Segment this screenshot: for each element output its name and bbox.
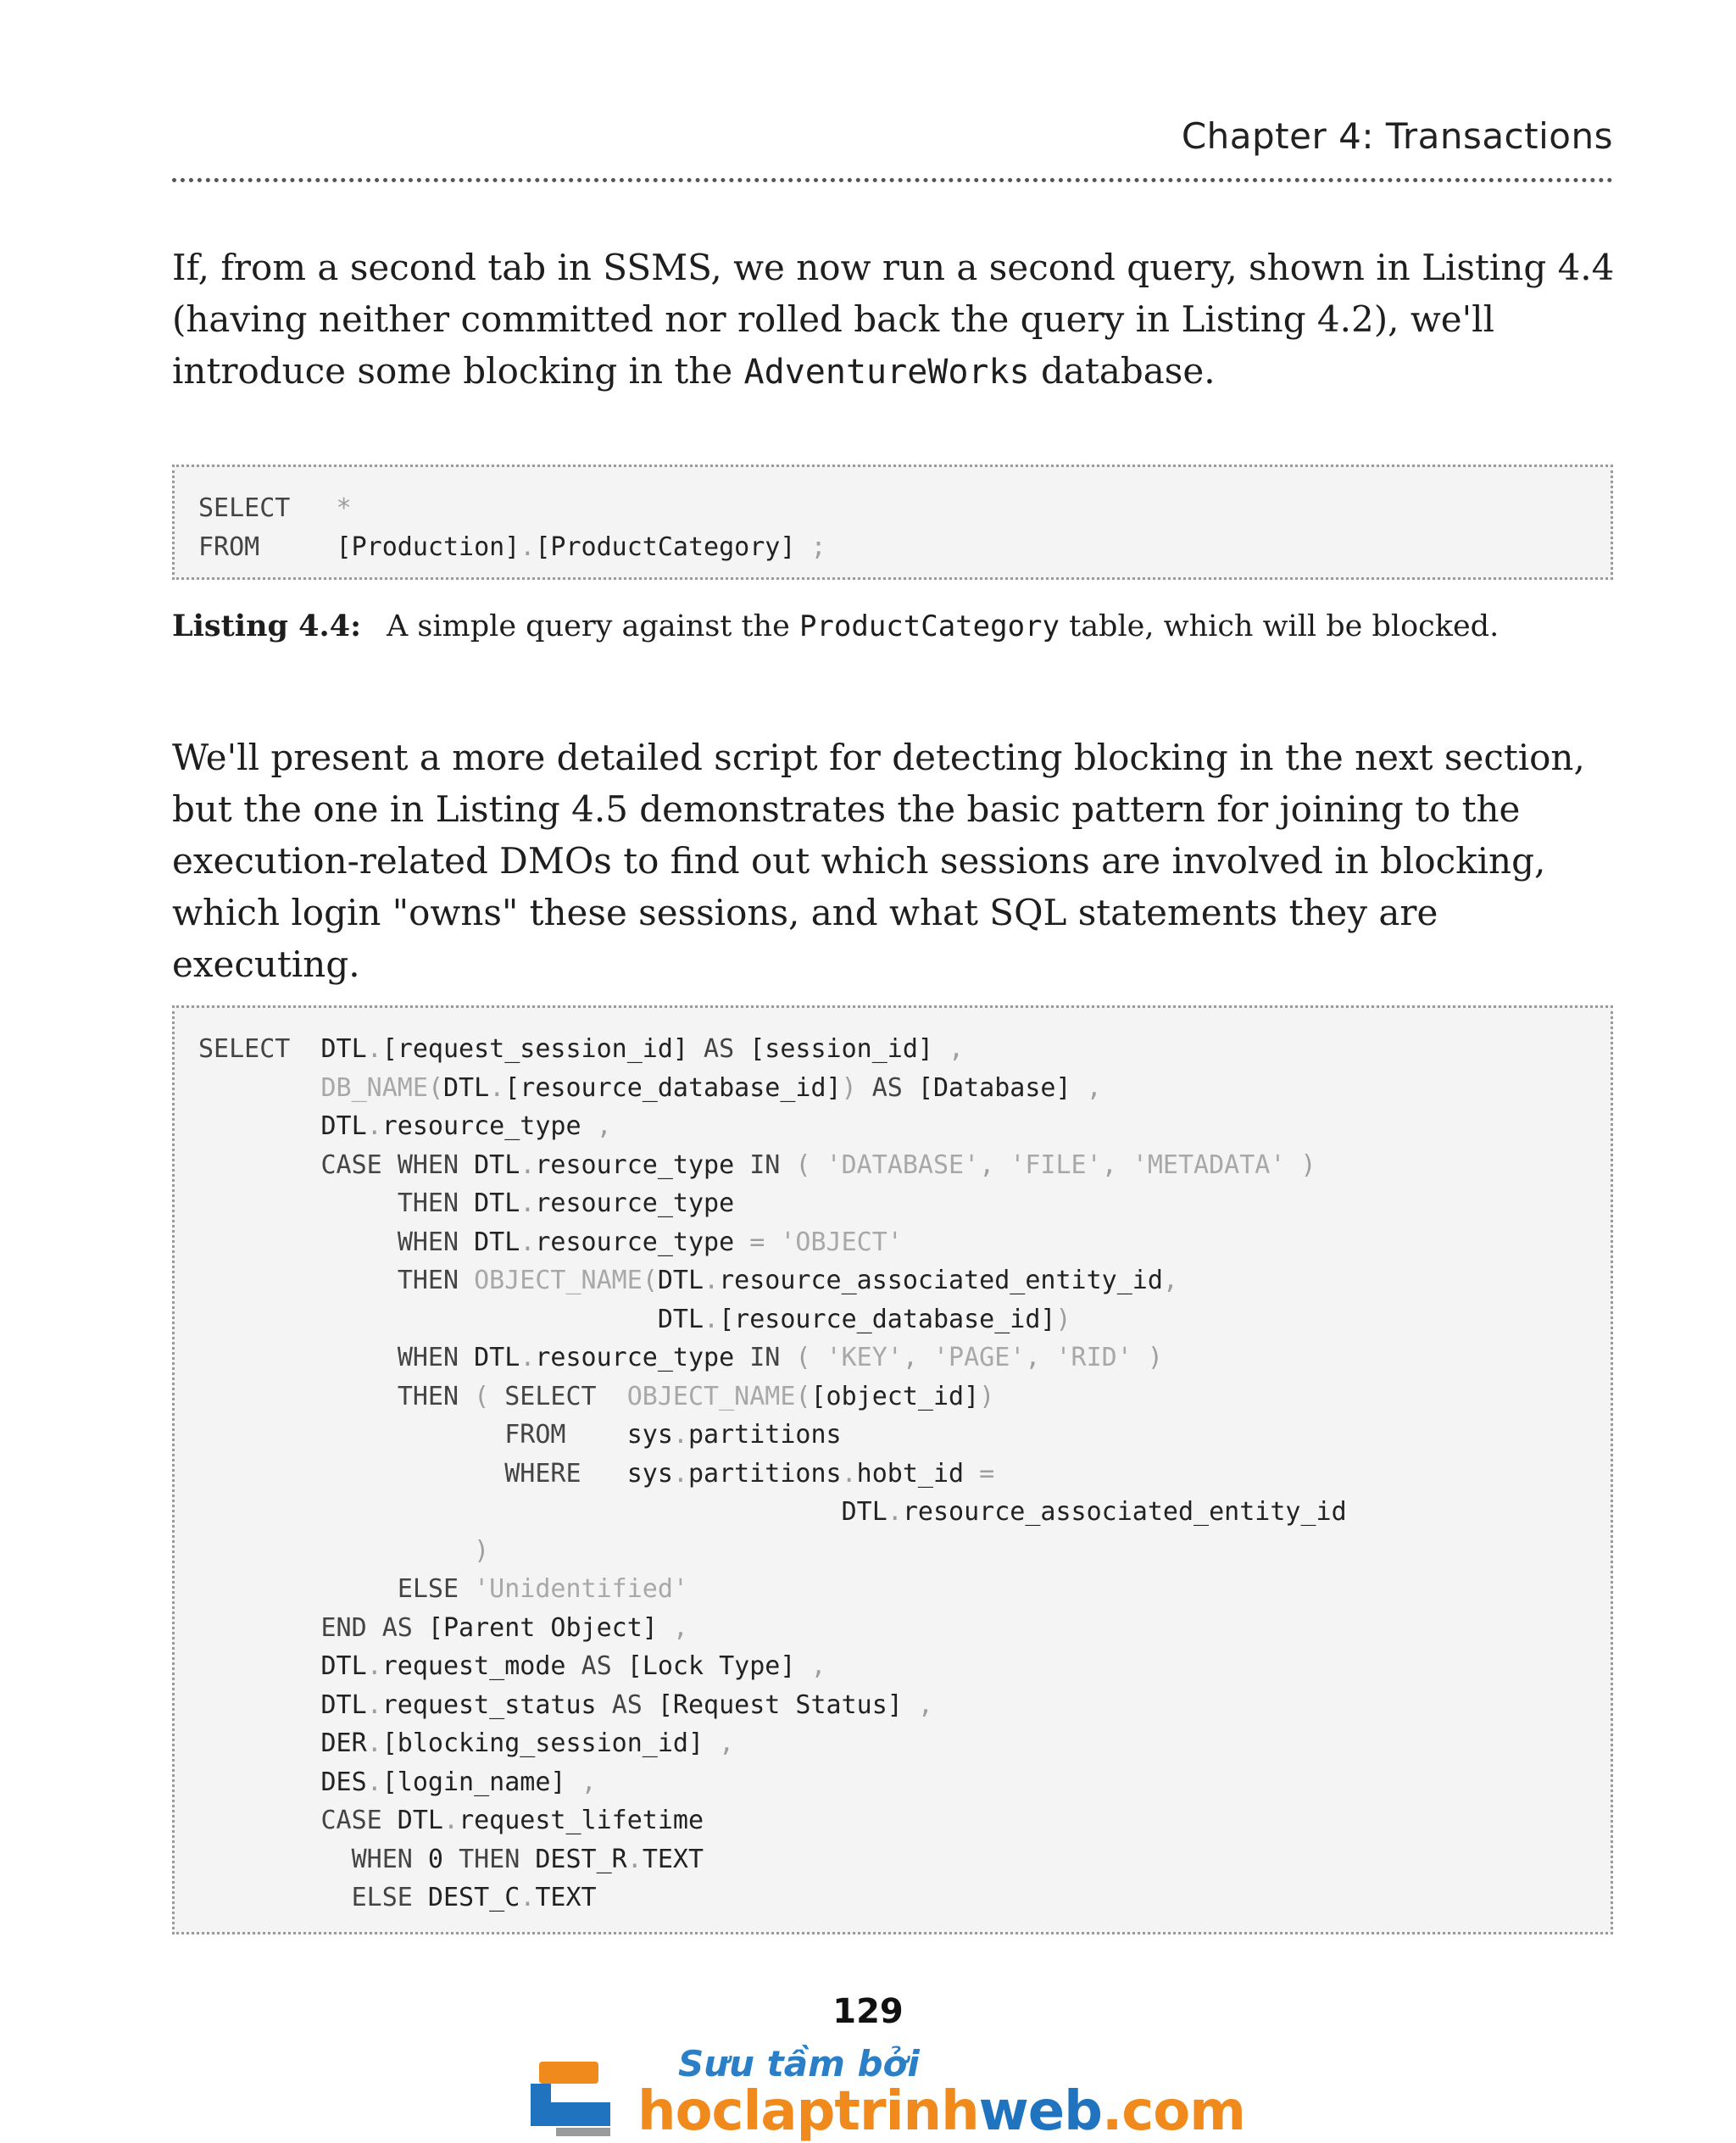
code-listing-4-4 xyxy=(172,465,1613,580)
code-line: DTL.request_status AS [Request Status] , xyxy=(198,1689,933,1720)
code-line: WHEN DTL.resource_type = 'OBJECT' xyxy=(397,1227,903,1257)
code-line: DTL.resource_associated_entity_id xyxy=(198,1497,1347,1527)
code-line: SELECT DTL.[request_session_id] AS [session_id] , xyxy=(198,1034,965,1064)
code-line: CASE WHEN DTL.resource_type IN ( 'DATABASE', 'FILE', 'METADATA' ) xyxy=(320,1149,1316,1180)
watermark-part: web xyxy=(978,2080,1102,2143)
code-line: CASE DTL.request_lifetime xyxy=(320,1806,704,1835)
code-line: ELSE DEST_C.TEXT xyxy=(351,1883,597,1912)
watermark-line2 xyxy=(637,2080,1245,2143)
code-line: DER.[blocking_session_id] , xyxy=(198,1728,735,1758)
code-line: THEN DTL.resource_type xyxy=(397,1188,735,1218)
code-line: DB_NAME(DTL.[resource_database_id]) AS [Database] , xyxy=(320,1072,1102,1103)
code-line: FROM sys.partitions xyxy=(504,1420,842,1450)
watermark-part: .com xyxy=(1101,2080,1245,2143)
watermark-part: hoclaptrinh xyxy=(637,2080,979,2143)
paragraph-text: If, from a second tab in SSMS, we now run a second query, shown in Listing 4.4 (having neither committed nor rolled back the query in Listing 4.2), we'll introduce some blocking in the xyxy=(172,247,1615,392)
inline-code: ProductCategory xyxy=(798,610,1060,643)
code-line: DES.[login_name] , xyxy=(198,1767,597,1797)
watermark xyxy=(526,2043,1245,2143)
paragraph-intro xyxy=(172,242,1622,398)
code-listing-4-5 xyxy=(172,1005,1613,1934)
code-block xyxy=(198,1030,1347,1918)
code-line: ELSE 'Unidentified' xyxy=(397,1574,688,1604)
code-line: THEN ( SELECT OBJECT_NAME([object_id]) xyxy=(397,1381,995,1411)
code-line: THEN OBJECT_NAME(DTL.resource_associated_entity_id, xyxy=(397,1266,1178,1295)
watermark-line1: Sưu tầm bởi xyxy=(678,2043,920,2085)
site-logo-icon xyxy=(531,2053,632,2138)
paragraph-text: database. xyxy=(1029,350,1216,392)
code-line: WHEN DTL.resource_type IN ( 'KEY', 'PAGE', 'RID' ) xyxy=(397,1343,1163,1372)
listing-caption xyxy=(172,609,1613,643)
caption-text: table, which will be blocked. xyxy=(1060,610,1500,643)
code-line: DTL.resource_type , xyxy=(198,1111,612,1141)
code-line: WHERE sys.partitions.hobt_id = xyxy=(504,1458,995,1489)
code-line: WHEN 0 THEN DEST_R.TEXT xyxy=(351,1844,704,1874)
page-number: 129 xyxy=(832,1992,904,2031)
code-line: DTL.request_mode AS [Lock Type] , xyxy=(198,1651,826,1681)
code-line: DTL.[resource_database_id]) xyxy=(198,1304,1071,1334)
page-header xyxy=(172,110,1613,182)
code-line: SELECT * xyxy=(198,493,352,523)
code-line: FROM [Production].[ProductCategory] ; xyxy=(198,532,826,562)
paragraph-blocking: We'll present a more detailed script for detecting blocking in the next section, but the one in Listing 4.5 demonstrates the basic pattern for joining to the execution-related DMOs to find out which sessions are involved in blocking, which login "owns" these sessions, and what SQL statements they are executing. xyxy=(172,737,1585,985)
code-line: END AS [Parent Object] , xyxy=(320,1612,688,1643)
chapter-title: Chapter 4: Transactions xyxy=(1181,115,1613,157)
code-block xyxy=(198,489,826,566)
caption-label: Listing 4.4: xyxy=(172,609,361,643)
caption-text: A simple query against the xyxy=(387,610,799,643)
code-line: ) xyxy=(474,1535,490,1566)
inline-code: AdventureWorks xyxy=(743,353,1030,392)
